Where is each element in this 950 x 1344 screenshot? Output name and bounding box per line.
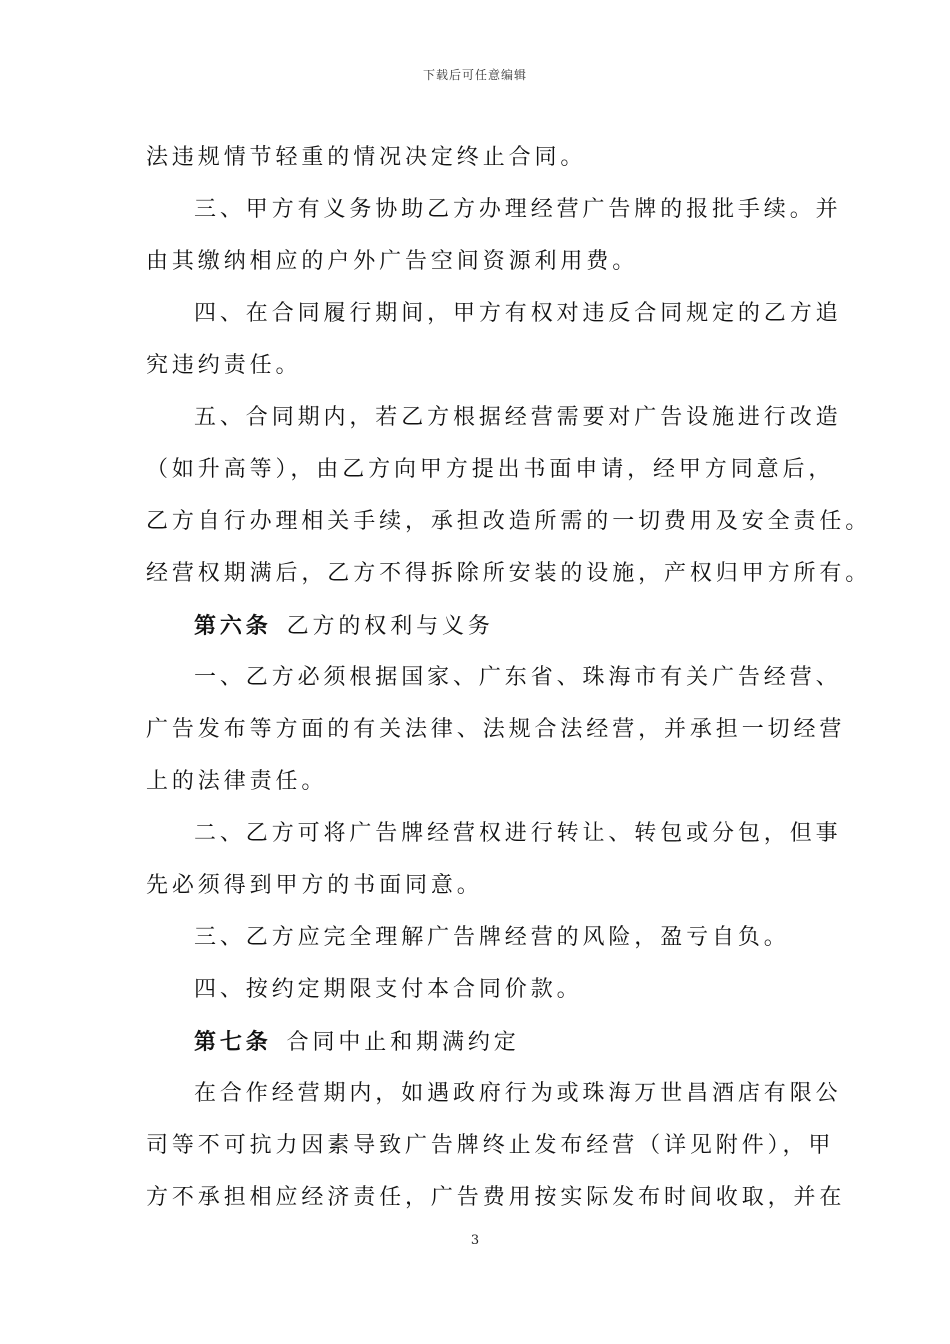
paragraph-line: 究违约责任。 [146, 353, 302, 378]
page-number: 3 [470, 1233, 480, 1248]
paragraph-line: 一、乙方必须根据国家、广东省、珠海市有关广告经营、 [194, 665, 842, 690]
paragraph-line: 经营权期满后，乙方不得拆除所安装的设施，产权归甲方所有。 [146, 561, 872, 586]
paragraph-line: 广告发布等方面的有关法律、法规合法经营，并承担一切经营 [146, 717, 846, 742]
paragraph-line: 三、乙方应完全理解广告牌经营的风险，盈亏自负。 [194, 925, 790, 950]
paragraph-line: 在合作经营期内，如遇政府行为或珠海万世昌酒店有限公 [194, 1081, 842, 1106]
page-header: 下载后可任意编辑 [422, 68, 527, 82]
paragraph-line: 二、乙方可将广告牌经营权进行转让、转包或分包，但事 [194, 821, 842, 846]
section-heading-article7 [146, 1016, 816, 1068]
section-label: 第六条 [194, 613, 272, 639]
paragraph-line: 四、在合同履行期间，甲方有权对违反合同规定的乙方追 [194, 301, 842, 326]
section-title: 合同中止和期满约定 [286, 1030, 520, 1055]
document-body [146, 132, 872, 1224]
paragraph-line: （如升高等），由乙方向甲方提出书面申请，经甲方同意后， [146, 457, 835, 482]
paragraph-line: 五、合同期内，若乙方根据经营需要对广告设施进行改造 [194, 405, 842, 430]
section-title: 乙方的权利与义务 [286, 614, 494, 639]
section-label: 第七条 [194, 1029, 272, 1055]
paragraph-line: 上的法律责任。 [146, 769, 328, 794]
paragraph-line: 司等不可抗力因素导致广告牌终止发布经营（详见附件），甲 [146, 1133, 835, 1158]
paragraph-line: 先必须得到甲方的书面同意。 [146, 873, 483, 898]
section-heading-article6 [146, 600, 816, 652]
paragraph-line: 三、甲方有义务协助乙方办理经营广告牌的报批手续。并 [194, 197, 842, 222]
paragraph-line: 由其缴纳相应的户外广告空间资源利用费。 [146, 249, 639, 274]
paragraph-line: 方不承担相应经济责任，广告费用按实际发布时间收取，并在 [146, 1185, 846, 1210]
paragraph-line: 乙方自行办理相关手续，承担改造所需的一切费用及安全责任。 [146, 509, 872, 534]
paragraph-line: 法违规情节轻重的情况决定终止合同。 [146, 145, 587, 170]
paragraph-line: 四、按约定期限支付本合同价款。 [194, 977, 583, 1002]
